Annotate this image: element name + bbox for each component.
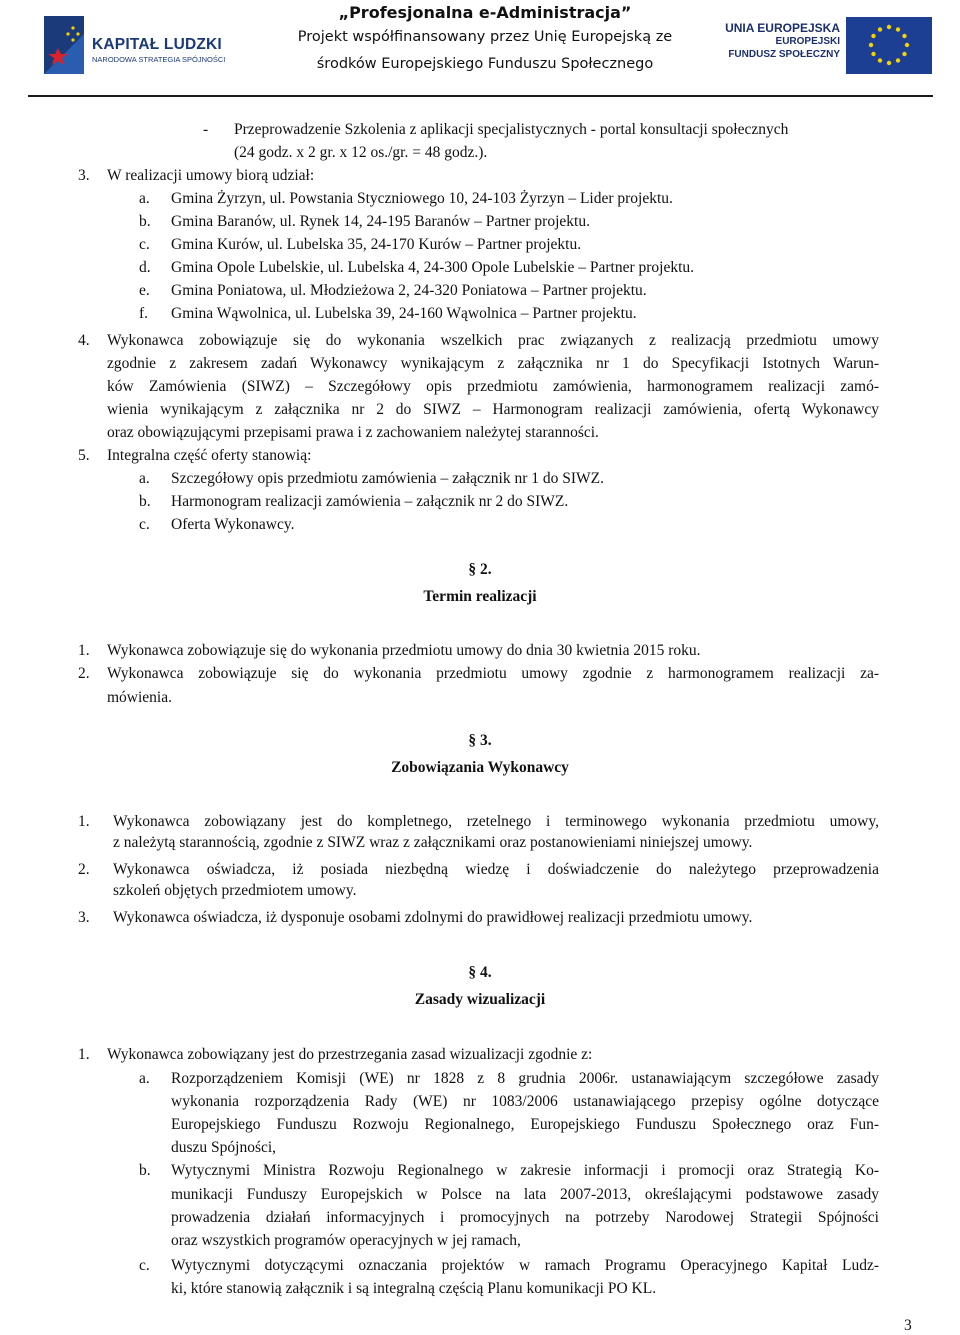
item-number: 2. (78, 665, 90, 682)
paragraph-line: Rozporządzeniem Komisji (WE) nr 1828 z 8 grudnia 2006r. ustanawiającym szczegółowe zasady (171, 1070, 879, 1087)
list-letter: b. (139, 1162, 151, 1179)
section-title: Zobowiązania Wykonawcy (391, 759, 569, 776)
paragraph-line: Wykonawca zobowiązany jest do kompletnego, rzetelnego i terminowego wykonania przedmiotu umowy, (113, 813, 879, 830)
item-text: Wykonawca zobowiązuje się do wykonania przedmiotu umowy do dnia 30 kwietnia 2015 roku. (107, 642, 701, 659)
paragraph-line: wykonania rozporządzenia Rady (WE) nr 1083/2006 ustanawiającego przepisy ogólne dotyczące (171, 1093, 879, 1110)
list-item: Harmonogram realizacji zamówienia – załącznik nr 2 do SIWZ. (171, 493, 569, 510)
paragraph-line: Wykonawca zobowiązuje się do wykonania wszelkich prac związanych z realizacją przedmiotu umowy (107, 332, 879, 349)
item-text: Wykonawca oświadcza, iż dysponuje osobami zdolnymi do prawidłowej realizacji przedmiotu umowy. (113, 909, 753, 926)
logo-subtitle: NARODOWA STRATEGIA SPÓJNOŚCI (92, 55, 226, 64)
list-letter: e. (139, 282, 150, 299)
list-letter: c. (139, 1257, 150, 1274)
paragraph-line: Wykonawca oświadcza, iż posiada niezbędną wiedzę i doświadczenie do należytego przeprowadzenia (113, 861, 879, 878)
list-letter: c. (139, 236, 150, 253)
list-item: Oferta Wykonawcy. (171, 516, 295, 533)
list-letter: b. (139, 213, 151, 230)
item-text: W realizacji umowy biorą udział: (107, 167, 315, 184)
item-number: 3. (78, 909, 90, 926)
list-item: Gmina Baranów, ul. Rynek 14, 24-195 Baranów – Partner projektu. (171, 213, 590, 230)
paragraph-line: duszu Spójności, (171, 1139, 277, 1156)
list-letter: f. (139, 305, 149, 322)
paragraph-line: z należytą starannością, zgodnie z SIWZ wraz z załącznikami oraz postanowieniami niniejszej umowy. (113, 834, 753, 851)
paragraph-line: wienia wynikającym z załącznika nr 2 do SIWZ – Harmonogram realizacji zamówienia, ofertą Wykonawcy (107, 401, 879, 418)
paragraph-line: prowadzenia działań informacyjnych i promocyjnych na potrzeby Narodowej Strategii Spójności (171, 1209, 879, 1226)
project-name: „Profesjonalna e-Administracja” (338, 3, 632, 22)
paragraph-line: Wykonawca zobowiązuje się do wykonania przedmiotu umowy zgodnie z harmonogramem realizacji za- (107, 665, 879, 682)
list-item: Gmina Żyrzyn, ul. Powstania Styczniowego 10, 24-103 Żyrzyn – Lider projektu. (171, 190, 673, 207)
paragraph-line: ki, które stanowią załącznik i są integralną częścią Planu komunikacji PO KL. (171, 1280, 657, 1297)
list-item: Szczegółowy opis przedmiotu zamówienia – załącznik nr 1 do SIWZ. (171, 470, 605, 487)
item-number: 5. (78, 447, 90, 464)
dash-bullet: - (203, 121, 209, 138)
paragraph-line: szkoleń objętych przedmiotem umowy. (113, 882, 357, 899)
dash-item-line1: Przeprowadzenie Szkolenia z aplikacji specjalistycznych - portal konsultacji społecznych (234, 121, 789, 138)
item-text: Integralna część oferty stanowią: (107, 447, 312, 464)
list-letter: c. (139, 516, 150, 533)
item-number: 3. (78, 167, 90, 184)
list-item: Gmina Kurów, ul. Lubelska 35, 24-170 Kurów – Partner projektu. (171, 236, 582, 253)
section-title: Zasady wizualizacji (414, 991, 546, 1008)
list-item: Gmina Poniatowa, ul. Młodzieżowa 2, 24-320 Poniatowa – Partner projektu. (171, 282, 647, 299)
item-number: 1. (78, 1046, 90, 1063)
section-title: Termin realizacji (423, 588, 537, 605)
paragraph-line: mówienia. (107, 689, 172, 706)
logo-title: KAPITAŁ LUDZKI (92, 36, 222, 53)
paragraph-line: zgodnie z zakresem zadań Wykonawcy wynikającym z załącznika nr 1 do Specyfikacji Istotnych Warun- (107, 355, 879, 372)
paragraph-line: Wytycznymi dotyczącymi oznaczania projektów w ramach Programu Operacyjnego Kapitał Ludz- (171, 1257, 879, 1274)
eu-line1: UNIA EUROPEJSKA (725, 21, 840, 35)
list-letter: a. (139, 470, 150, 487)
eu-line3: FUNDUSZ SPOŁECZNY (728, 49, 840, 60)
list-letter: a. (139, 1070, 150, 1087)
list-letter: b. (139, 493, 151, 510)
paragraph-line: Wytycznymi Ministra Rozwoju Regionalnego w zakresie informacji i promocji oraz Strategią Ko- (171, 1162, 879, 1179)
list-letter: d. (139, 259, 151, 276)
list-item: Gmina Wąwolnica, ul. Lubelska 39, 24-160 Wąwolnica – Partner projektu. (171, 305, 637, 322)
item-number: 1. (78, 642, 90, 659)
paragraph-line: oraz obowiązującymi przepisami prawa i z zachowaniem należytej staranności. (107, 424, 599, 441)
eu-line2: EUROPEJSKI (775, 36, 840, 47)
section-mark: § 3. (468, 732, 492, 749)
item-number: 2. (78, 861, 90, 878)
list-letter: a. (139, 190, 150, 207)
paragraph-line: munikacji Funduszy Europejskich w Polsce na lata 2007-2013, określającymi podstawowe zasady (171, 1186, 879, 1203)
page-number: 3 (904, 1317, 912, 1334)
section-mark: § 2. (468, 561, 492, 578)
paragraph-line: oraz wszystkich programów operacyjnych w jej ramach, (171, 1232, 521, 1249)
paragraph-line: ków Zamówienia (SIWZ) – Szczegółowy opis przedmiotu zamówienia, harmonogramem realizacji zamó- (107, 378, 879, 395)
item-text: Wykonawca zobowiązany jest do przestrzegania zasad wizualizacji zgodnie z: (107, 1046, 593, 1063)
item-number: 1. (78, 813, 90, 830)
section-mark: § 4. (468, 964, 492, 981)
cofinancing-line: Projekt współfinansowany przez Unię Europejską ze (297, 29, 673, 45)
item-number: 4. (78, 332, 90, 349)
paragraph-line: Europejskiego Funduszu Rozwoju Regionalnego, Europejskiego Funduszu Społecznego oraz Fun- (171, 1116, 879, 1133)
list-item: Gmina Opole Lubelskie, ul. Lubelska 4, 24-300 Opole Lubelskie – Partner projektu. (171, 259, 695, 276)
dash-item-line2: (24 godz. x 2 gr. x 12 os./gr. = 48 godz.). (234, 144, 488, 161)
fund-line: środków Europejskiego Funduszu Społecznego (316, 56, 654, 72)
